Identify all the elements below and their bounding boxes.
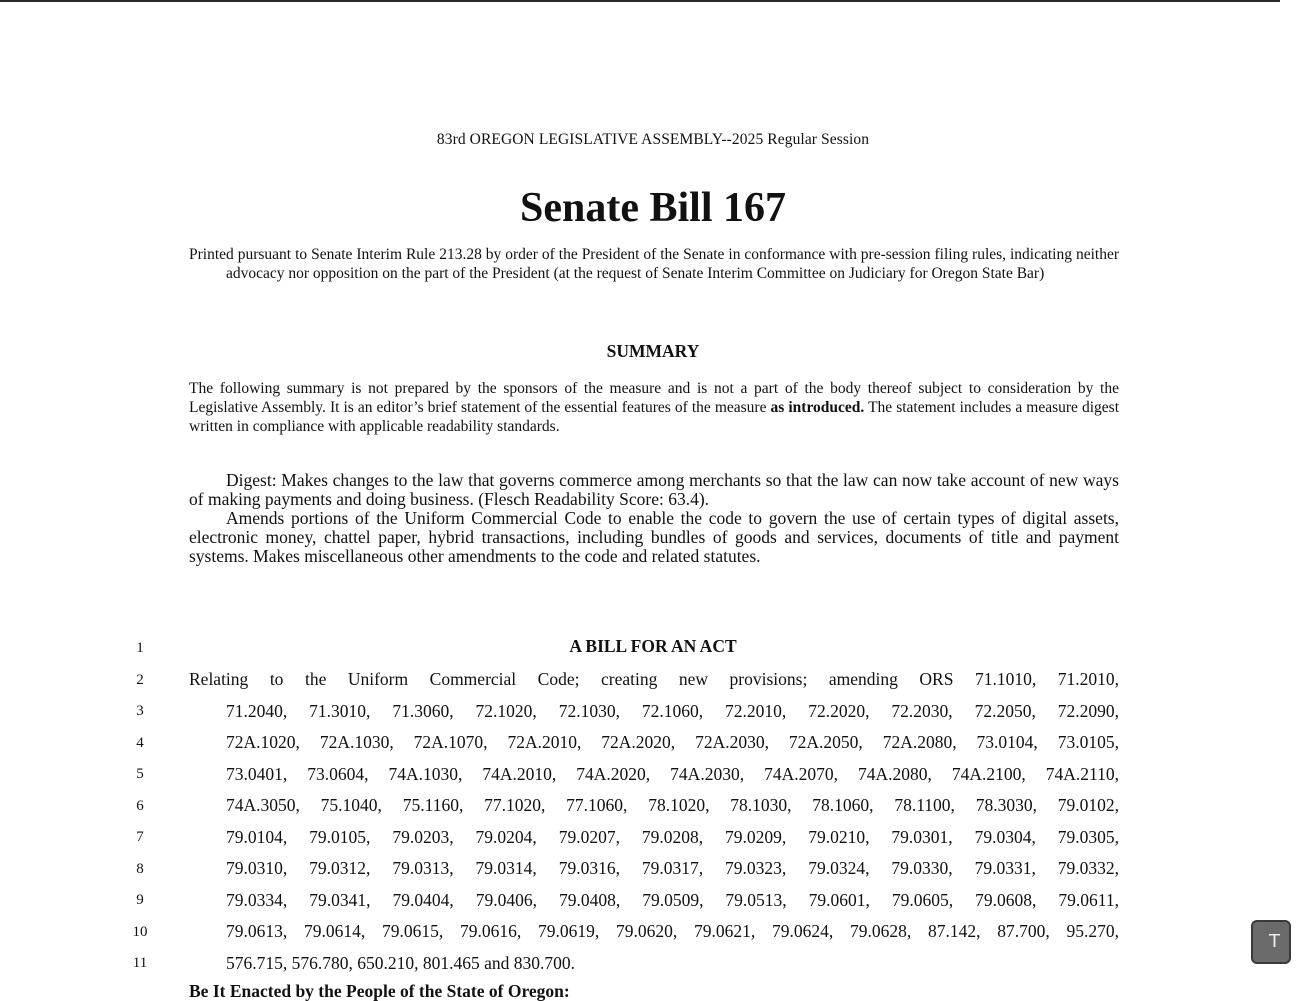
bill-line: 79.0613, 79.0614, 79.0615, 79.0616, 79.0619, 79.0620, 79.0621, 79.0624, 79.0628, 87.142, 87.700, 95.270, [226,921,1119,941]
enacting-clause-cut-off [189,980,729,1001]
line-number: 5 [136,766,144,782]
bill-line: 74A.3050, 75.1040, 75.1160, 77.1020, 77.1060, 78.1020, 78.1030, 78.1060, 78.1100, 78.3030, 79.0102, [226,795,1119,815]
line-number: 7 [136,829,144,845]
act-heading: A BILL FOR AN ACT [569,636,737,656]
line-number: 8 [136,861,144,877]
line-number: 11 [132,955,148,971]
line-number: 10 [132,924,148,940]
amends-paragraph: Amends portions of the Uniform Commercial Code to enable the code to govern the use of certain types of digital assets, electronic money, chattel paper, hybrid transactions, including bundles of goods and services, documents of title and payment systems. Makes miscellaneous other amendments to the code and related statutes. [189,508,1119,566]
summary-intro-text: The following summary is not prepared by the sponsors of the measure and is not a part of the body thereof subject to consideration by the Legislative Assembly. It is an editor’s brief statement of the essential features of the measure [189,380,1119,416]
bill-line: 72A.1020, 72A.1030, 72A.1070, 72A.2010, 72A.2020, 72A.2030, 72A.2050, 72A.2080, 73.0104, 73.0105, [226,732,1119,752]
bill-line: 576.715, 576.780, 650.210, 801.465 and 830.700. [226,953,576,973]
bill-line: 71.2040, 71.3010, 71.3060, 72.1020, 72.1030, 72.1060, 72.2010, 72.2020, 72.2030, 72.2050, 72.2090, [226,701,1119,721]
printing-note: Printed pursuant to Senate Interim Rule 213.28 by order of the President of the Senate in conformance with pre-session filing rules, indicating neither advocacy nor opposition on the part of the President (at the request of Senate Interim Committee on Judiciary for Oregon State Bar) [189,246,1119,282]
bill-line: Relating to the Uniform Commercial Code; creating new provisions; amending ORS 71.1010, 71.2010, [189,669,1119,689]
side-tool-button[interactable]: T [1251,920,1291,964]
summary-intro-bold: as introduced. [770,399,865,416]
line-number: 9 [136,892,144,908]
line-number: 1 [136,640,144,656]
bill-title: Senate Bill 167 [519,185,786,231]
bill-line: 79.0334, 79.0341, 79.0404, 79.0406, 79.0408, 79.0509, 79.0513, 79.0601, 79.0605, 79.0608, 79.0611, [226,890,1119,910]
digest-paragraph: Digest: Makes changes to the law that governs commerce among merchants so that the law can now take account of new ways of making payments and doing business. (Flesch Readability Score: 63.4). [189,470,1119,509]
line-number: 2 [136,672,144,688]
line-number: 6 [136,798,144,814]
line-number: 4 [136,735,144,751]
bill-line: 73.0401, 73.0604, 74A.1030, 74A.2010, 74A.2020, 74A.2030, 74A.2070, 74A.2080, 74A.2100, 74A.2110, [226,764,1119,784]
session-header: 83rd OREGON LEGISLATIVE ASSEMBLY--2025 Regular Session [436,131,870,148]
bill-line: 79.0310, 79.0312, 79.0313, 79.0314, 79.0316, 79.0317, 79.0323, 79.0324, 79.0330, 79.0331, 79.0332, [226,858,1119,878]
summary-intro-text-end: The statement includes a measure digest written in compliance with applicable readability standards. [189,399,1119,435]
summary-heading: SUMMARY [606,341,700,361]
line-number: 3 [136,703,144,719]
bill-line: 79.0104, 79.0105, 79.0203, 79.0204, 79.0207, 79.0208, 79.0209, 79.0210, 79.0301, 79.0304, 79.0305, [226,827,1119,847]
enacting-clause: Be It Enacted by the People of the State of Oregon: [189,981,570,1001]
